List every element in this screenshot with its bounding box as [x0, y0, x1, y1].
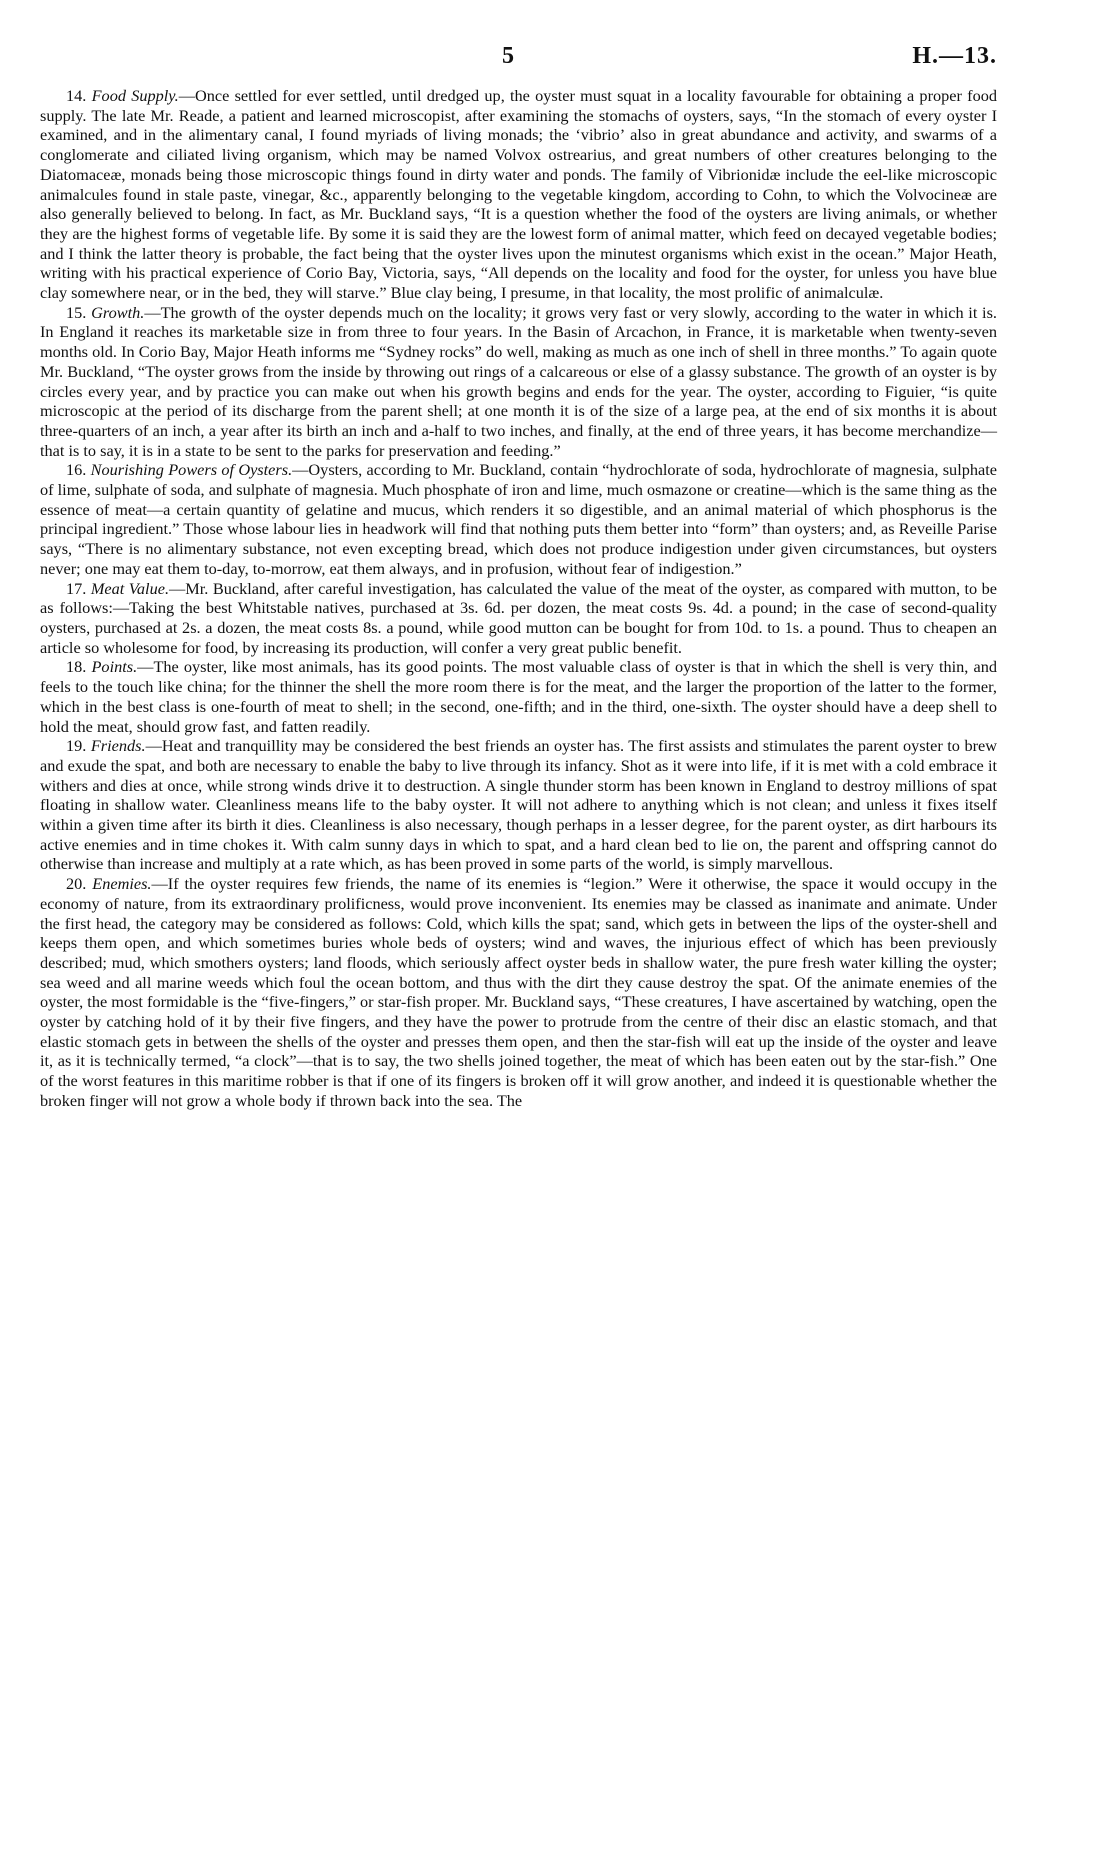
- paragraph-enemies: [40, 874, 997, 1110]
- paragraph-text: —Once settled for ever settled, until dredged up, the oyster must squat in a locality favourable for obtaining a proper food supply. The late Mr. Reade, a patient and learned microscopist, after examining the stomachs of oysters, says, “In the stomach of every oyster I examined, and in the alimentary canal, I found myriads of living monads; the ‘vibrio’ also in great abundance and activity, and swarms of a conglomerate and ciliated living organism, which may be named Volvox ostrearius, and great numbers of other creatures belonging to the Diatomaceæ, monads being those microscopic things found in dirty water and ponds. The family of Vibrionidæ include the eel-like microscopic animalcules found in stale paste, vinegar, &c., apparently belonging to the vegetable kingdom, according to Cohn, to which the Volvocineæ are also generally believed to belong. In fact, as Mr. Buckland says, “It is a question whether the food of the oysters are living animals, or whether they are the highest forms of vegetable life. By some it is said they are the lowest form of animal matter, which feed on decayed vegetable bodies; and I think the latter theory is probable, the fact being that the oyster lives upon the minutest organisms which exist in the ocean.” Major Heath, writing with his practical experience of Corio Bay, Victoria, says, “All depends on the locality and food for the oyster, for unless you have blue clay somewhere near, or in the bed, they will starve.” Blue clay being, I presume, in that locality, the most prolific of animalculæ.: [40, 86, 998, 303]
- paragraph-meat-value: [40, 579, 997, 658]
- paragraph-title: Points.: [91, 657, 138, 677]
- paragraph-title: Food Supply.: [91, 86, 179, 105]
- paragraph-growth: [40, 303, 997, 461]
- document-body: [40, 86, 997, 1111]
- paragraph-points: [40, 657, 997, 736]
- paragraph-number: 20.: [66, 874, 87, 894]
- paragraph-number: 17.: [66, 578, 87, 598]
- paragraph-friends: [40, 736, 997, 874]
- paragraph-number: 15.: [66, 302, 87, 322]
- page-header: [40, 38, 997, 78]
- paragraph-nourishing-powers: [40, 460, 997, 578]
- paragraph-number: 14.: [66, 86, 87, 105]
- paragraph-number: 16.: [66, 460, 87, 480]
- paragraph-food-supply: [40, 86, 997, 303]
- paragraph-title: Enemies.: [92, 874, 152, 894]
- paragraph-text: —The growth of the oyster depends much on the locality; it grows very fast or very slowly, according to the water in which it is. In England it reaches its marketable size in from three to four years. In the Basin of Arcachon, in France, it is marketable when twenty-seven months old. In Corio Bay, Major Heath informs me “Sydney rocks” do well, making as much as one inch of shell in three months.” To again quote Mr. Buckland, “The oyster grows from the inside by throwing out rings of a calcareous or else of a glassy substance. The growth of an oyster is by circles every year, and by practice you can make out when his growth begins and ends for the year. The oyster, according to Figuier, “is quite microscopic at the period of its discharge from the parent shell; at one month it is of the size of a large pea, at the end of six months it is about three-quarters of an inch, a year after its birth an inch and a-half to two inches, and finally, at the end of three years, it has become merchandize—that is to say, it is in a state to be sent to the parks for preservation and feeding.”: [40, 302, 997, 460]
- paragraph-title: Friends.: [90, 736, 146, 756]
- page-number: 5: [502, 43, 514, 69]
- paragraph-title: Growth.: [91, 302, 145, 322]
- paragraph-text: —Heat and tranquillity may be considered the best friends an oyster has. The first assists and stimulates the parent oyster to brew and exude the spat, and both are necessary to enable the baby to live through its infancy. Shot as it were into life, if it is met with a cold embrace it withers and dies at once, while strong winds drive it to destruction. A single thunder storm has been known in England to destroy millions of spat floating in shallow water. Cleanliness means life to the baby oyster. It will not adhere to anything which is not clean; and unless it fixes itself within a given time after its birth it dies. Cleanliness is also necessary, though perhaps in a lesser degree, for the parent oyster, as dirt harbours its active enemies and in time chokes it. With calm sunny days in which to spat, and a hard clean bed to lie on, the parent and offspring cannot do otherwise than increase and multiply at a rate which, as has been proved in some parts of the world, is simply marvellous.: [40, 736, 997, 874]
- paragraph-text: —The oyster, like most animals, has its good points. The most valuable class of oyster is that in which the shell is very thin, and feels to the touch like china; for the thinner the shell the more room there is for the meat, and the larger the proportion of the latter to the former, which in the best class is one-fourth of meat to shell; in the second, one-fifth; and in the third, one-sixth. The oyster should have a deep shell to hold the meat, should grow fast, and fatten readily.: [40, 657, 997, 736]
- paragraph-number: 18.: [66, 657, 87, 677]
- paragraph-text: —If the oyster requires few friends, the name of its enemies is “legion.” Were it otherwise, the space it would occupy in the economy of nature, from its extraordinary prolificness, would prove inconvenient. Its enemies may be classed as inanimate and animate. Under the first head, the category may be considered as follows: Cold, which kills the spat; sand, which gets in between the lips of the oyster-shell and keeps them open, and which sometimes buries whole beds of oysters; wind and waves, the injurious effect of which has been previously described; mud, which smothers oysters; land floods, which seriously affect oyster beds in shallow water, the pure fresh water killing the oyster; sea weed and all marine weeds which foul the ocean bottom, and thus with the dirt they cause destroy the spat. Of the animate enemies of the oyster, the most formidable is the “five-fingers,” or star-fish proper. Mr. Buckland says, “These creatures, I have ascertained by watching, open the oyster by catching hold of it by their five fingers, and they have the power to protrude from the centre of their disc an elastic stomach, and that elastic stomach gets in between the shells of the oyster and presses them open, and then the star-fish will eat up the inside of the oyster and leave it, as it is technically termed, “a clock”—that is to say, the two shells joined together, the meat of which has been eaten out by the star-fish.” One of the worst features in this maritime robber is that if one of its fingers is broken off it will grow another, and indeed it is questionable whether the broken finger will not grow a whole body if thrown back into the sea. The: [40, 874, 997, 1110]
- paragraph-title: Nourishing Powers of Oysters.: [90, 460, 293, 480]
- document-reference: H.—13.: [912, 43, 997, 69]
- paragraph-title: Meat Value.: [90, 578, 170, 598]
- paragraph-number: 19.: [66, 736, 87, 756]
- paragraph-text: —Mr. Buckland, after careful investigation, has calculated the value of the meat of the oyster, as compared with mutton, to be as follows:—Taking the best Whitstable natives, purchased at 3s. 6d. per dozen, the meat costs 9s. 4d. a pound; in the case of second-quality oysters, purchased at 2s. a dozen, the meat costs 8s. a pound, while good mutton can be bought for from 10d. to 1s. a pound. Thus to cheapen an article so wholesome for food, by increasing its production, will confer a very great public benefit.: [40, 578, 997, 657]
- paragraph-text: —Oysters, according to Mr. Buckland, contain “hydrochlorate of soda, hydrochlorate of magnesia, sulphate of lime, sulphate of soda, and sulphate of magnesia. Much phosphate of iron and lime, much osmazone or creatine—which is the same thing as the essence of meat—a certain quantity of gelatine and mucus, which renders it so digestible, and an animal material of which phosphorus is the principal ingredient.” Those whose labour lies in headwork will find that nothing puts them better into “form” than oysters; and, as Reveille Parise says, “There is no alimentary substance, not even excepting bread, which does not produce indigestion under given circumstances, but oysters never; one may eat them to-day, to-morrow, eat them always, and in profusion, without fear of indigestion.”: [40, 460, 997, 578]
